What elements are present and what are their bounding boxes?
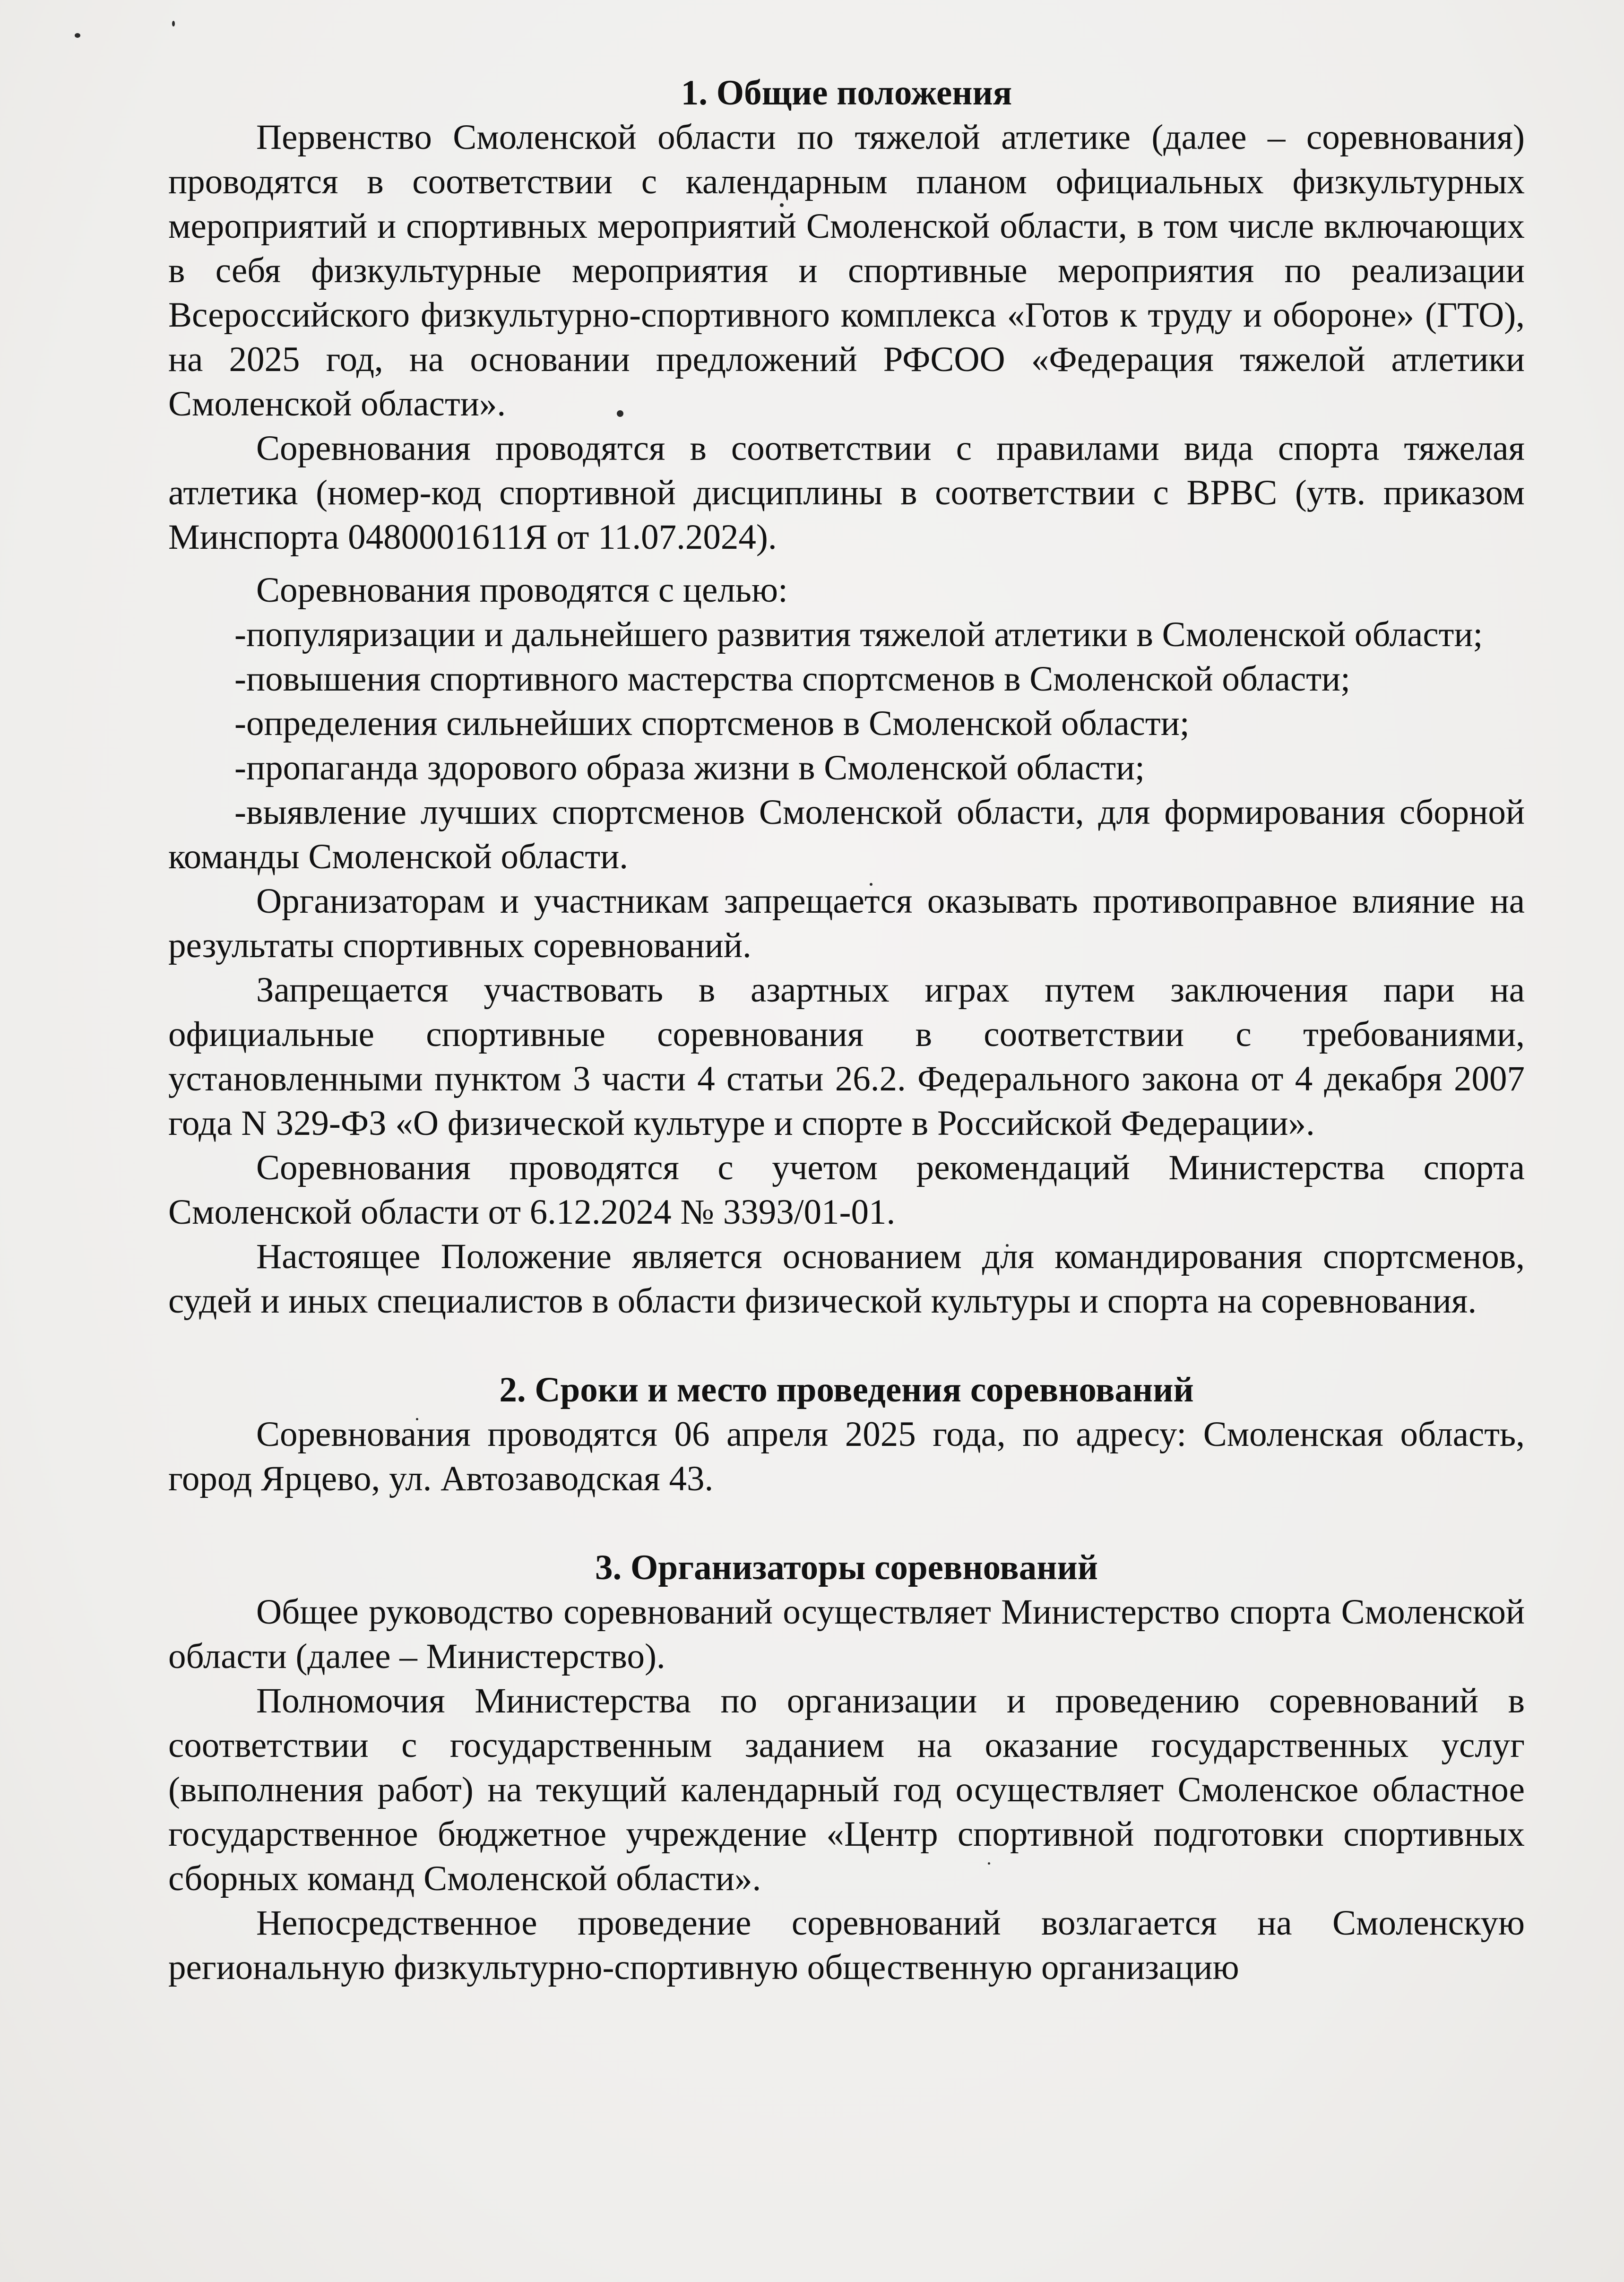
section-3-heading: 3. Организаторы соревнований (595, 1548, 1098, 1587)
scan-speck (75, 33, 80, 38)
section-1-paragraph-5: Запрещается участвовать в азартных играх путем заключения пари на официальные спортивные соревнования в соответствии с требованиями, установленными пунктом 3 части 4 статьи 26.2. Федерального закона от 4 декабря 2007 года N 329-ФЗ «О физической культуре и спорте в Российской Федерации». (168, 970, 1525, 1143)
section-3-paragraph-1: Общее руководство соревнований осуществляет Министерство спорта Смоленской области (далее – Министерство). (168, 1592, 1525, 1676)
section-1-heading: 1. Общие положения (681, 73, 1012, 112)
section-1-paragraph-1: Первенство Смоленской области по тяжелой атлетике (далее – соревнования) проводятся в соответствии с календарным планом официальных физкультурных мероприятий и спортивных мероприятий Смоленской области, в том числе включающих в себя физкультурные мероприятия и спортивные мероприятия по реализации Всероссийского физкультурно-спортивного комплекса «Готов к труду и обороне» (ГТО), на 2025 год, на основании предложений РФСОО «Федерация тяжелой атлетики Смоленской области». (168, 118, 1525, 424)
scan-speck (172, 21, 175, 26)
goal-item: -выявление лучших спортсменов Смоленской области, для формирования сборной команды Смоленской области. (168, 793, 1525, 876)
section-1-paragraph-6: Соревнования проводятся с учетом рекомендаций Министерства спорта Смоленской области от 6.12.2024 № 3393/01-01. (168, 1148, 1525, 1232)
goal-item: -повышения спортивного мастерства спортсменов в Смоленской области; (234, 659, 1350, 699)
section-3-paragraph-3: Непосредственное проведение соревнований возлагается на Смоленскую региональную физкультурно-спортивную общественную организацию (168, 1903, 1525, 1987)
goal-item: -определения сильнейших спортсменов в Смоленской области; (234, 704, 1190, 743)
section-1-goals-intro: Соревнования проводятся с целью: (256, 570, 788, 610)
section-2-heading: 2. Сроки и место проведения соревнований (499, 1370, 1194, 1409)
document-body (168, 71, 1525, 1990)
goal-item: -пропаганда здорового образа жизни в Смоленской области; (234, 748, 1145, 787)
goal-item: -популяризации и дальнейшего развития тяжелой атлетики в Смоленской области; (234, 615, 1483, 654)
section-3-paragraph-2: Полномочия Министерства по организации и проведению соревнований в соответствии с государственным заданием на оказание государственных услуг (выполнения работ) на текущий календарный год осуществляет Смоленское областное государственное бюджетное учреждение «Центр спортивной подготовки спортивных сборных команд Смоленской области». (168, 1681, 1525, 1898)
section-1-paragraph-2: Соревнования проводятся в соответствии с правилами вида спорта тяжелая атлетика (номер-код спортивной дисциплины в соответствии с ВРВС (утв. приказом Минспорта 0480001611Я от 11.07.2024). (168, 429, 1525, 557)
section-1-paragraph-4: Организаторам и участникам запрещается оказывать противоправное влияние на результаты спортивных соревнований. (168, 882, 1525, 965)
section-1-paragraph-7: Настоящее Положение является основанием для командирования спортсменов, судей и иных специалистов в области физической культуры и спорта на соревнования. (168, 1237, 1525, 1321)
section-2-paragraph-1: Соревнования проводятся 06 апреля 2025 года, по адресу: Смоленская область, город Ярцево, ул. Автозаводская 43. (168, 1415, 1525, 1498)
